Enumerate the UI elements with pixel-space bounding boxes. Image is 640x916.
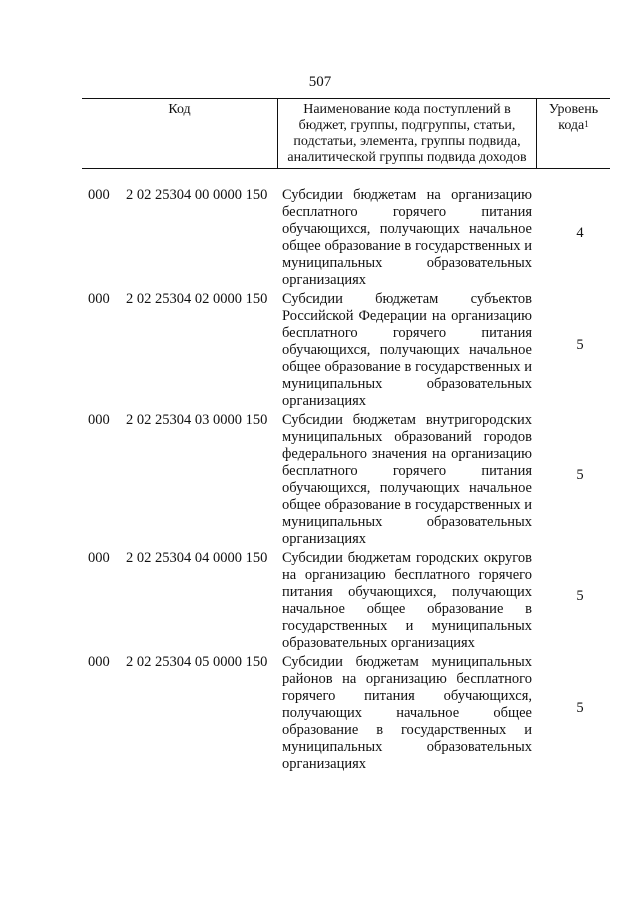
revenue-code: 2 02 25304 05 0000 150	[126, 654, 268, 670]
revenue-code: 2 02 25304 03 0000 150	[126, 412, 268, 428]
header-code: Код	[82, 99, 278, 168]
code-level	[532, 187, 618, 289]
header-name: Наименование кода поступлений в бюджет, группы, подгруппы, статьи, подстатьи, элемента, группы подвида, аналитической группы подвида доходов	[278, 99, 537, 168]
header-level	[537, 99, 610, 168]
revenue-name: Субсидии бюджетам муниципальных районов на организацию бесплатного горячего питания обучающихся, получающих начальное общее образование в государственных и муниципальных образовательных организациях	[282, 654, 532, 772]
code-level-value: 4	[576, 224, 584, 241]
revenue-name: Субсидии бюджетам городских округов на организацию бесплатного горячего питания обучающихся, получающих начальное общее образование в государственных и муниципальных образовательных организациях	[282, 550, 532, 651]
admin-code: 000	[88, 654, 110, 670]
revenue-code: 2 02 25304 00 0000 150	[126, 187, 268, 203]
table-row	[0, 550, 640, 652]
table-row	[0, 187, 640, 289]
table-header	[82, 98, 610, 169]
code-level	[532, 654, 618, 773]
admin-code: 000	[88, 550, 110, 566]
revenue-code: 2 02 25304 04 0000 150	[126, 550, 268, 566]
code-level	[532, 550, 618, 652]
header-level-footnote: 1	[584, 119, 589, 129]
code-level-value: 5	[576, 700, 584, 716]
revenue-name: Субсидии бюджетам внутригородских муниципальных образований городов федерального значения на организацию бесплатного горячего питания обучающихся, получающих начальное общее образование в государственных и муниципальных образовательных организациях	[282, 412, 532, 547]
code-level-value: 5	[576, 337, 584, 353]
admin-code: 000	[88, 412, 110, 428]
admin-code: 000	[88, 291, 110, 307]
code-level-value: 5	[576, 466, 584, 483]
table-row	[0, 412, 640, 548]
revenue-code: 2 02 25304 02 0000 150	[126, 291, 268, 307]
admin-code: 000	[88, 187, 110, 203]
header-level-label: Уровень кода	[548, 102, 599, 133]
page-number: 507	[308, 74, 332, 90]
table-row	[0, 654, 640, 773]
code-level	[532, 291, 618, 410]
table-row	[0, 291, 640, 410]
code-level-value: 5	[576, 587, 584, 604]
revenue-name: Субсидии бюджетам на организацию бесплатного горячего питания обучающихся, получающих начальное общее образование в государственных и муниципальных образовательных организациях	[282, 187, 532, 288]
revenue-name: Субсидии бюджетам субъектов Российской Федерации на организацию бесплатного горячего питания обучающихся, получающих начальное общее образование в государственных и муниципальных образовательных организациях	[282, 291, 532, 409]
table-body	[0, 187, 640, 775]
code-level	[532, 412, 618, 548]
